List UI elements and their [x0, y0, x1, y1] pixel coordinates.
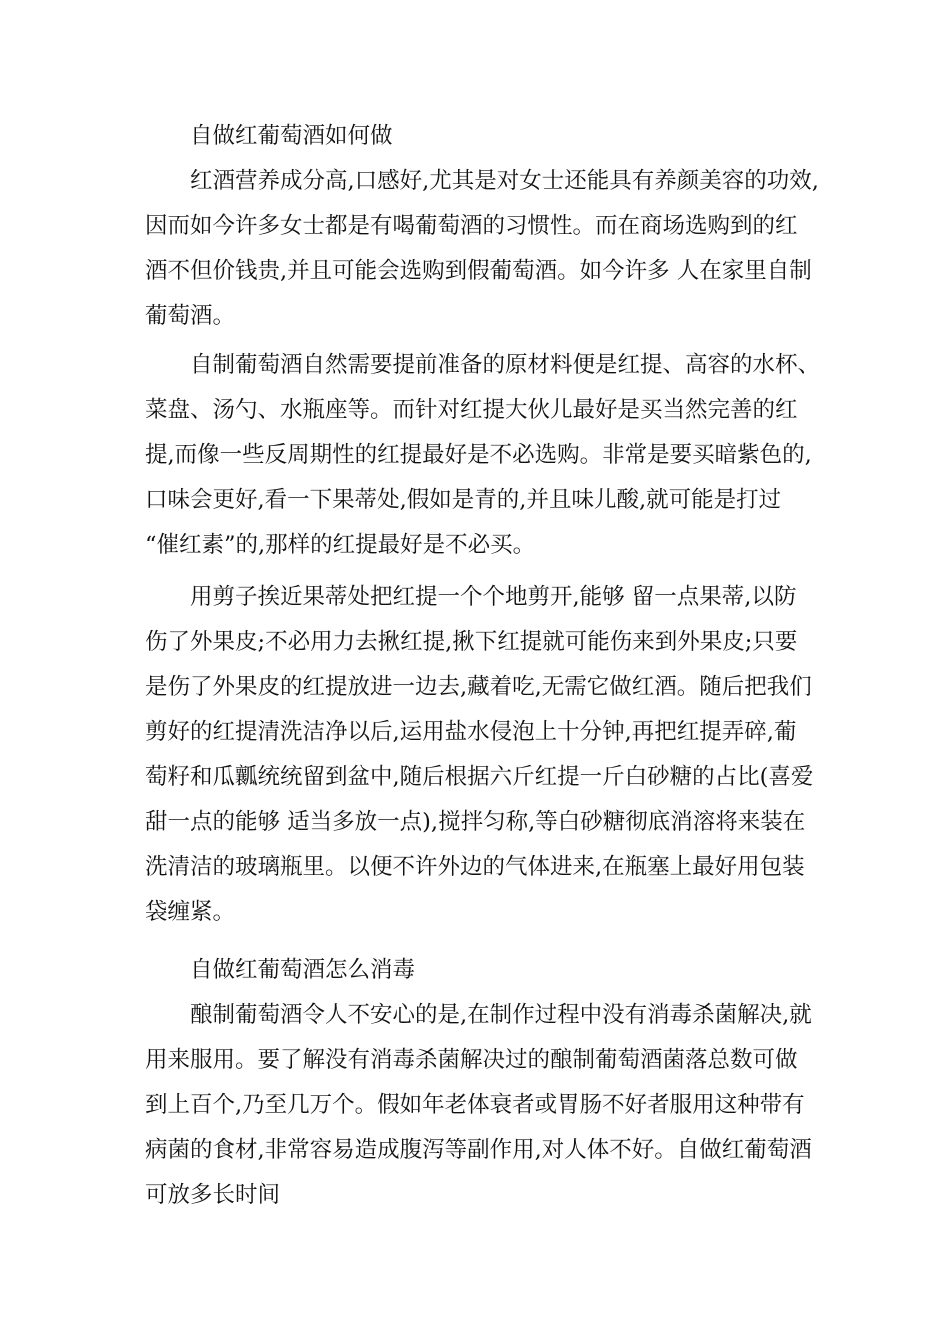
text-line: 自制葡萄酒自然需要提前准备的原材料便是红提、高容的水杯、: [190, 352, 821, 378]
section-1: [145, 114, 821, 159]
text-line: 提,而像一些反周期性的红提最好是不必选购。非常是要买暗紫色的,: [145, 442, 812, 468]
text-line: 可放多长时间: [145, 1182, 281, 1208]
text-line: 袋缠紧。: [145, 899, 236, 925]
paragraph-4: [145, 993, 821, 1218]
text-line: 酒不但价钱贵,并且可能会选购到假葡萄酒。如今许多 人在家里自制: [145, 258, 812, 284]
text-line: 用来服用。要了解没有消毒杀菌解决过的酿制葡萄酒菌落总数可做: [145, 1047, 798, 1073]
text-line: 萄籽和瓜瓤统统留到盆中,随后根据六斤红提一斤白砂糖的占比(喜爱: [145, 764, 814, 790]
section-heading: 自做红葡萄酒怎么消毒: [190, 957, 416, 983]
paragraph-3: [145, 575, 821, 935]
text-line: 用剪子挨近果蒂处把红提一个个地剪开,能够 留一点果蒂,以防: [190, 584, 797, 610]
text-line: 到上百个,乃至几万个。假如年老体衰者或胃肠不好者服用这种带有: [145, 1092, 805, 1118]
text-line: 甜一点的能够 适当多放一点),搅拌匀称,等白砂糖彻底消溶将来装在: [145, 809, 806, 835]
text-line: 红酒营养成分高,口感好,尤其是对女士还能具有养颜美容的功效,: [190, 168, 819, 194]
text-line: 是伤了外果皮的红提放进一边去,藏着吃,无需它做红酒。随后把我们: [145, 674, 812, 700]
text-line: “催红素”的,那样的红提最好是不必买。: [145, 532, 536, 558]
text-line: 伤了外果皮;不必用力去揪红提,揪下红提就可能伤来到外果皮;只要: [145, 629, 798, 655]
paragraph-2: [145, 343, 821, 568]
text-line: 洗清洁的玻璃瓶里。以便不许外边的气体进来,在瓶塞上最好用包装: [145, 854, 805, 880]
text-line: 因而如今许多女士都是有喝葡萄酒的习惯性。而在商场选购到的红: [145, 213, 798, 239]
text-line: 葡萄酒。: [145, 303, 236, 329]
section-heading: 自做红葡萄酒如何做: [190, 123, 393, 149]
paragraph-1: [145, 159, 821, 339]
text-line: 剪好的红提清洗洁净以后,运用盐水侵泡上十分钟,再把红提弄碎,葡: [145, 719, 797, 745]
text-line: 酿制葡萄酒令人不安心的是,在制作过程中没有消毒杀菌解决,就: [190, 1002, 812, 1028]
section-2: [145, 948, 821, 993]
text-line: 口味会更好,看一下果蒂处,假如是青的,并且味儿酸,就可能是打过: [145, 487, 782, 513]
text-line: 病菌的食材,非常容易造成腹泻等副作用,对人体不好。自做红葡萄酒: [145, 1137, 812, 1163]
text-line: 菜盘、汤勺、水瓶座等。而针对红提大伙儿最好是买当然完善的红: [145, 397, 798, 423]
